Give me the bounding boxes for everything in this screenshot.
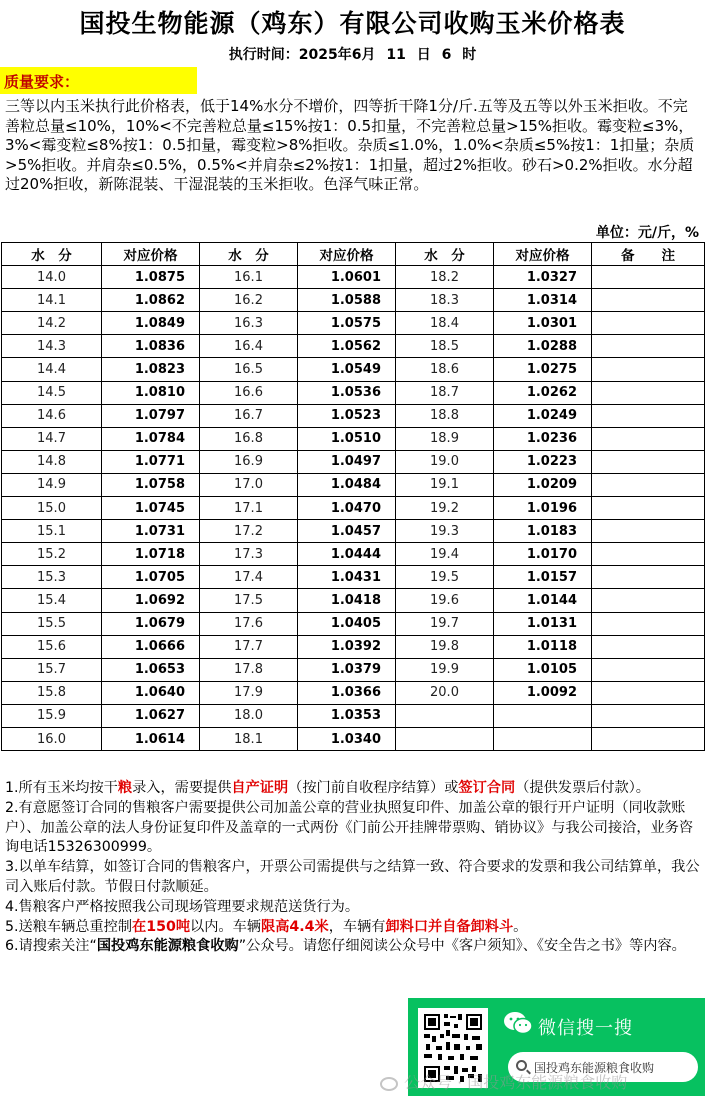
moisture-cell: 14.5 <box>2 381 102 404</box>
remarks-cell <box>592 566 705 589</box>
moisture-cell: 17.1 <box>200 497 298 520</box>
price-cell: 1.0457 <box>298 520 396 543</box>
moisture-cell: 19.4 <box>396 543 494 566</box>
remarks-cell <box>592 289 705 312</box>
price-cell: 1.0209 <box>494 473 592 496</box>
remarks-cell <box>592 335 705 358</box>
table-row <box>2 612 705 635</box>
moisture-cell: 19.5 <box>396 566 494 589</box>
price-cell: 1.0810 <box>102 381 200 404</box>
note-text: 限高4.4米 <box>261 918 329 935</box>
moisture-cell: 19.8 <box>396 635 494 658</box>
remarks-cell <box>592 543 705 566</box>
price-cell: 1.0405 <box>298 612 396 635</box>
note-text: ”公众号。请您仔细阅读公众号中《客户须知》、《安全告之书》等内容。 <box>238 938 686 955</box>
remarks-cell <box>592 704 705 727</box>
table-row <box>2 381 705 404</box>
table-row <box>2 404 705 427</box>
table-row <box>2 543 705 566</box>
moisture-cell: 19.0 <box>396 450 494 473</box>
price-cell: 1.0275 <box>494 358 592 381</box>
moisture-cell: 18.2 <box>396 266 494 289</box>
price-cell: 1.0575 <box>298 312 396 335</box>
table-row <box>2 335 705 358</box>
price-cell: 1.0771 <box>102 450 200 473</box>
price-cell: 1.0470 <box>298 497 396 520</box>
note-text: 1.所有玉米均按干 <box>5 780 118 796</box>
price-cell: 1.0223 <box>494 450 592 473</box>
note-text: （按门前自收程序结算）或 <box>288 780 459 796</box>
table-row <box>2 566 705 589</box>
moisture-cell: 16.1 <box>200 266 298 289</box>
moisture-cell: 16.2 <box>200 289 298 312</box>
moisture-cell: 15.4 <box>2 589 102 612</box>
moisture-cell: 15.1 <box>2 520 102 543</box>
moisture-cell: 16.4 <box>200 335 298 358</box>
moisture-cell: 20.0 <box>396 681 494 704</box>
price-cell: 1.0262 <box>494 381 592 404</box>
moisture-cell: 18.7 <box>396 381 494 404</box>
header-remarks: 备 注 <box>592 243 705 266</box>
moisture-cell: 15.5 <box>2 612 102 635</box>
table-header-row <box>2 243 705 266</box>
moisture-cell: 16.8 <box>200 427 298 450</box>
price-cell: 1.0797 <box>102 404 200 427</box>
table-row <box>2 704 705 727</box>
price-cell: 1.0157 <box>494 566 592 589</box>
price-cell: 1.0758 <box>102 473 200 496</box>
moisture-cell: 17.5 <box>200 589 298 612</box>
note-item <box>5 898 701 918</box>
moisture-cell: 19.6 <box>396 589 494 612</box>
remarks-cell <box>592 520 705 543</box>
moisture-cell: 18.1 <box>200 727 298 750</box>
quality-requirements-text: 三等以内玉米执行此价格表，低于14%水分不增价，四等折干降1分/斤.五等及五等以外玉米拒收。不完善粒总量≤10%，10%<不完善粒总量≤15%按1：0.5扣量，不完善粒总量>15%拒收。霉变粒≤3%，3%<霉变粒≤8%按1：0.5扣量，霉变粒>8%拒收。杂质≤1.0%，1.0%<杂质≤5%按1：1扣量；杂质>5%拒收。并肩杂≤0.5%，0.5%<并肩杂≤2%按1：1扣量，超过2%拒收。砂石>0.2%拒收。水分超过20%拒收，新陈混装、干湿混装的玉米拒收。色泽气味正常。 <box>5 97 695 193</box>
moisture-cell: 14.1 <box>2 289 102 312</box>
price-cell: 1.0431 <box>298 566 396 589</box>
watermark <box>380 1070 627 1093</box>
price-cell: 1.0484 <box>298 473 396 496</box>
price-table-body <box>2 266 705 751</box>
header-price-2: 对应价格 <box>298 243 396 266</box>
note-text: 录入，需要提供 <box>132 780 232 796</box>
moisture-cell: 15.9 <box>2 704 102 727</box>
price-cell: 1.0705 <box>102 566 200 589</box>
price-cell: 1.0666 <box>102 635 200 658</box>
price-cell: 1.0588 <box>298 289 396 312</box>
exec-time-label: 执行时间：2025年6月 <box>228 47 376 63</box>
remarks-cell <box>592 635 705 658</box>
note-text: 自产证明 <box>231 780 289 796</box>
price-cell: 1.0170 <box>494 543 592 566</box>
price-cell: 1.0679 <box>102 612 200 635</box>
price-cell: 1.0745 <box>102 497 200 520</box>
exec-time-day: 11 <box>386 47 406 63</box>
moisture-cell: 17.4 <box>200 566 298 589</box>
moisture-cell: 17.0 <box>200 473 298 496</box>
moisture-cell: 19.7 <box>396 612 494 635</box>
header-moisture-2: 水 分 <box>200 243 298 266</box>
price-cell: 1.0288 <box>494 335 592 358</box>
price-table <box>1 242 705 751</box>
moisture-cell: 18.4 <box>396 312 494 335</box>
moisture-cell: 18.5 <box>396 335 494 358</box>
moisture-cell: 18.6 <box>396 358 494 381</box>
price-cell: 1.0314 <box>494 289 592 312</box>
watermark-text: 公众号 · 国投鸡东能源粮食收购 <box>404 1073 628 1092</box>
remarks-cell <box>592 727 705 750</box>
exec-time-day-unit: 日 <box>416 47 431 63</box>
moisture-cell: 14.3 <box>2 335 102 358</box>
note-text: 3.以单车结算，如签订合同的售粮客户，开票公司需提供与之结算一致、符合要求的发票和我公司结算单，我公司入账后付款。节假日付款顺延。 <box>5 859 700 895</box>
price-cell: 1.0118 <box>494 635 592 658</box>
wechat-search-title: 微信搜一搜 <box>538 1018 633 1039</box>
price-cell: 1.0092 <box>494 681 592 704</box>
moisture-cell: 19.3 <box>396 520 494 543</box>
table-row <box>2 450 705 473</box>
price-cell: 1.0823 <box>102 358 200 381</box>
note-text: 6.请搜索关注“ <box>5 938 97 955</box>
price-cell: 1.0418 <box>298 589 396 612</box>
remarks-cell <box>592 497 705 520</box>
price-cell: 1.0614 <box>102 727 200 750</box>
moisture-cell: 19.1 <box>396 473 494 496</box>
table-row <box>2 658 705 681</box>
table-row <box>2 589 705 612</box>
note-text: 。 <box>513 918 528 935</box>
note-item <box>5 799 701 858</box>
price-cell: 1.0366 <box>298 681 396 704</box>
moisture-cell: 16.0 <box>2 727 102 750</box>
note-text: 2.有意愿签订合同的售粮客户需要提供公司加盖公章的营业执照复印件、加盖公章的银行开户证明（同收款账户）、加盖公章的法人身份证复印件及盖章的一式两份《门前公开挂牌带票购、销协议》与我公司接洽，业务咨询电话15326300999。 <box>5 799 694 856</box>
price-cell: 1.0144 <box>494 589 592 612</box>
price-cell: 1.0497 <box>298 450 396 473</box>
execution-time <box>0 44 705 64</box>
moisture-cell: 18.0 <box>200 704 298 727</box>
price-cell: 1.0601 <box>298 266 396 289</box>
price-cell: 1.0196 <box>494 497 592 520</box>
moisture-cell: 15.6 <box>2 635 102 658</box>
moisture-cell: 14.4 <box>2 358 102 381</box>
price-cell: 1.0392 <box>298 635 396 658</box>
table-row <box>2 266 705 289</box>
moisture-cell: 14.0 <box>2 266 102 289</box>
page-title: 国投生物能源（鸡东）有限公司收购玉米价格表 <box>79 9 626 38</box>
header-moisture-3: 水 分 <box>396 243 494 266</box>
price-cell: 1.0249 <box>494 404 592 427</box>
moisture-cell: 16.6 <box>200 381 298 404</box>
moisture-cell: 15.3 <box>2 566 102 589</box>
note-text: 在150吨 <box>132 918 191 935</box>
remarks-cell <box>592 612 705 635</box>
moisture-cell: 14.6 <box>2 404 102 427</box>
exec-time-hour-unit: 时 <box>462 47 477 63</box>
note-item <box>5 779 701 799</box>
wechat-icon <box>503 1010 533 1036</box>
moisture-cell <box>396 704 494 727</box>
remarks-cell <box>592 312 705 335</box>
price-cell: 1.0105 <box>494 658 592 681</box>
price-cell: 1.0731 <box>102 520 200 543</box>
moisture-cell: 15.2 <box>2 543 102 566</box>
note-text: 4.售粮客户严格按照我公司现场管理要求规范送货行为。 <box>5 898 360 915</box>
note-text: 签订合同 <box>458 780 516 796</box>
note-text: 以内。车辆 <box>190 918 261 935</box>
moisture-cell: 15.8 <box>2 681 102 704</box>
table-row <box>2 727 705 750</box>
exec-time-hour: 6 <box>441 47 452 63</box>
table-row <box>2 427 705 450</box>
remarks-cell <box>592 473 705 496</box>
moisture-cell: 15.0 <box>2 497 102 520</box>
moisture-cell: 14.8 <box>2 450 102 473</box>
moisture-cell: 18.3 <box>396 289 494 312</box>
note-text: ，车辆有 <box>328 918 386 935</box>
header-price-3: 对应价格 <box>494 243 592 266</box>
moisture-cell: 18.8 <box>396 404 494 427</box>
note-text: （提供发票后付款）。 <box>515 780 650 796</box>
price-cell: 1.0131 <box>494 612 592 635</box>
moisture-cell: 18.9 <box>396 427 494 450</box>
moisture-cell: 16.9 <box>200 450 298 473</box>
price-cell: 1.0692 <box>102 589 200 612</box>
note-item <box>5 918 701 938</box>
price-cell: 1.0536 <box>298 381 396 404</box>
price-cell: 1.0236 <box>494 427 592 450</box>
price-cell: 1.0510 <box>298 427 396 450</box>
moisture-cell: 19.9 <box>396 658 494 681</box>
moisture-cell: 15.7 <box>2 658 102 681</box>
unit-label: 单位：元/斤，% <box>595 225 699 241</box>
price-cell: 1.0523 <box>298 404 396 427</box>
price-cell: 1.0718 <box>102 543 200 566</box>
remarks-cell <box>592 427 705 450</box>
remarks-cell <box>592 381 705 404</box>
notes-section <box>5 779 701 957</box>
moisture-cell: 17.8 <box>200 658 298 681</box>
price-cell: 1.0627 <box>102 704 200 727</box>
moisture-cell: 16.3 <box>200 312 298 335</box>
moisture-cell: 14.2 <box>2 312 102 335</box>
moisture-cell: 16.7 <box>200 404 298 427</box>
moisture-cell: 19.2 <box>396 497 494 520</box>
moisture-cell: 17.7 <box>200 635 298 658</box>
price-cell: 1.0327 <box>494 266 592 289</box>
table-row <box>2 312 705 335</box>
remarks-cell <box>592 681 705 704</box>
price-cell: 1.0784 <box>102 427 200 450</box>
wechat-search-text: 国投鸡东能源粮食收购 <box>534 1061 655 1075</box>
price-cell <box>494 704 592 727</box>
price-cell: 1.0444 <box>298 543 396 566</box>
note-text: 5.送粮车辆总重控制 <box>5 918 133 935</box>
moisture-cell: 14.7 <box>2 427 102 450</box>
remarks-cell <box>592 589 705 612</box>
table-row <box>2 681 705 704</box>
price-cell: 1.0340 <box>298 727 396 750</box>
remarks-cell <box>592 404 705 427</box>
table-row <box>2 473 705 496</box>
price-cell: 1.0836 <box>102 335 200 358</box>
remarks-cell <box>592 450 705 473</box>
table-row <box>2 358 705 381</box>
table-row <box>2 497 705 520</box>
remarks-cell <box>592 358 705 381</box>
table-row <box>2 520 705 543</box>
price-cell: 1.0301 <box>494 312 592 335</box>
note-text: 粮 <box>117 780 133 796</box>
price-cell: 1.0653 <box>102 658 200 681</box>
header-price-1: 对应价格 <box>102 243 200 266</box>
moisture-cell: 17.9 <box>200 681 298 704</box>
table-row <box>2 289 705 312</box>
wechat-watermark-icon <box>380 1077 398 1091</box>
note-text: 国投鸡东能源粮食收购 <box>96 938 239 955</box>
price-cell: 1.0379 <box>298 658 396 681</box>
price-cell: 1.0562 <box>298 335 396 358</box>
price-cell: 1.0640 <box>102 681 200 704</box>
moisture-cell: 14.9 <box>2 473 102 496</box>
price-cell: 1.0862 <box>102 289 200 312</box>
remarks-cell <box>592 266 705 289</box>
price-cell <box>494 727 592 750</box>
moisture-cell <box>396 727 494 750</box>
table-row <box>2 635 705 658</box>
quality-requirements-label: 质量要求： <box>0 67 197 94</box>
note-item <box>5 937 701 957</box>
price-cell: 1.0183 <box>494 520 592 543</box>
moisture-cell: 17.6 <box>200 612 298 635</box>
price-cell: 1.0353 <box>298 704 396 727</box>
header-moisture-1: 水 分 <box>2 243 102 266</box>
note-item <box>5 858 701 898</box>
price-cell: 1.0549 <box>298 358 396 381</box>
price-cell: 1.0849 <box>102 312 200 335</box>
moisture-cell: 16.5 <box>200 358 298 381</box>
remarks-cell <box>592 658 705 681</box>
moisture-cell: 17.3 <box>200 543 298 566</box>
moisture-cell: 17.2 <box>200 520 298 543</box>
price-cell: 1.0875 <box>102 266 200 289</box>
note-text: 卸料口并自备卸料斗 <box>385 918 514 935</box>
